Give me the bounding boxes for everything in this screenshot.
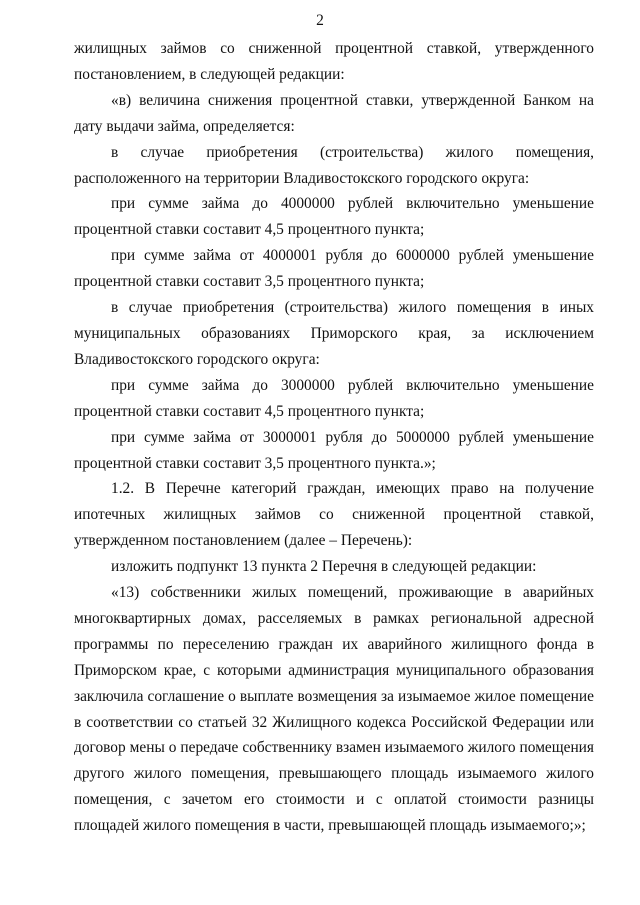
paragraph: в случае приобретения (строительства) жилого помещения в иных муниципальных образованиях Приморского края, за исключением Владивостокского городского округа: bbox=[74, 299, 594, 368]
paragraph: «в) величина снижения процентной ставки, утвержденной Банком на дату выдачи займа, определяется: bbox=[74, 91, 594, 135]
paragraph: жилищных займов со сниженной процентной ставкой, утвержденного постановлением, в следующей редакции: bbox=[74, 40, 594, 83]
paragraph: изложить подпункт 13 пункта 2 Перечня в следующей редакции: bbox=[111, 558, 537, 576]
paragraph: при сумме займа от 3000001 рубля до 5000000 рублей уменьшение процентной ставки составит 3,5 процентного пункта.»; bbox=[74, 428, 594, 472]
paragraph: при сумме займа от 4000001 рубля до 6000000 рублей уменьшение процентной ставки составит 3,5 процентного пункта; bbox=[74, 247, 594, 291]
page-number: 2 bbox=[316, 12, 324, 29]
paragraph: 1.2. В Перечне категорий граждан, имеющих право на получение ипотечных жилищных займов со сниженной процентной ставкой, утвержденном постановлением (далее – Перечень): bbox=[74, 480, 594, 550]
paragraph: в случае приобретения (строительства) жилого помещения, расположенного на территории Владивостокского городского округа: bbox=[74, 143, 594, 187]
paragraph: при сумме займа до 4000000 рублей включительно уменьшение процентной ставки составит 4,5 процентного пункта; bbox=[74, 195, 594, 239]
paragraph: «13) собственники жилых помещений, проживающие в аварийных многоквартирных домах, расселяемых в рамках региональной адресной программы по переселению граждан их аварийного жилищного фонда в Приморском крае, с которыми администрация муниципального образования заключила соглашение о выплате возмещения за изымаемое жилое помещение в соответствии со статьей 32 Жилищного кодекса Российской Федерации или договор мены о передаче собственнику взамен изымаемого жилого помещения другого жилого помещения, превышающего площадь изымаемого жилого помещения, с зачетом его стоимости и с оплатой стоимости разницы площадей жилого помещения в части, превышающей площадь изымаемого;»; bbox=[74, 584, 594, 835]
document-body bbox=[74, 36, 594, 839]
paragraph: при сумме займа до 3000000 рублей включительно уменьшение процентной ставки составит 4,5 процентного пункта; bbox=[74, 376, 594, 420]
